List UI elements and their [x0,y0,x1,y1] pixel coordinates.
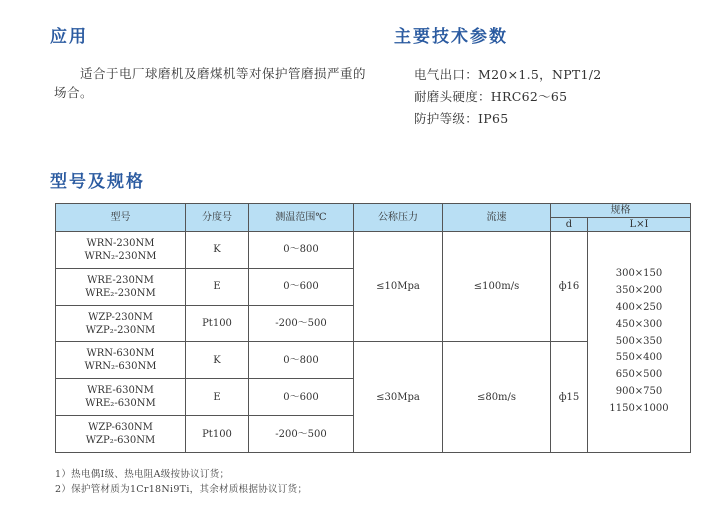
size-value: 1150×1000 [609,402,669,414]
table-row [56,232,691,269]
d-cell: ф16 [551,232,588,342]
model-name-alt: WZP₂-230NM [85,324,156,336]
grade-cell: E [186,379,249,416]
range-cell: 0～600 [249,268,354,305]
tech-param-item: 防护等级：IP65 [414,111,509,126]
pressure-cell: ≤30Mpa [354,342,443,453]
model-name-alt: WRN₂-230NM [84,250,157,262]
grade-cell: Pt100 [186,305,249,342]
model-cell [56,379,186,416]
notes [55,467,307,497]
header-velocity: 流速 [443,204,551,232]
size-value: 450×300 [615,318,663,330]
model-cell [56,305,186,342]
velocity-cell: ≤80m/s [443,342,551,453]
model-name: WRN-630NM [86,348,155,360]
grade-cell: K [186,232,249,269]
range-cell: -200～500 [249,305,354,342]
model-name-alt: WRE₂-230NM [85,287,156,299]
header-d: d [551,218,588,232]
velocity-cell: ≤100m/s [443,232,551,342]
model-name-alt: WRE₂-630NM [85,398,156,410]
header-lxl: L×I [588,218,691,232]
model-name: WZP-630NM [88,422,153,434]
model-name-alt: WRN₂-630NM [84,361,157,373]
grade-cell: Pt100 [186,416,249,453]
header-range: 测温范围℃ [249,204,354,232]
header-grade: 分度号 [186,204,249,232]
tech-param-item: 耐磨头硬度：HRC62～65 [414,89,568,104]
tech-params-title: 主要技术参数 [394,27,508,47]
tech-params-list [414,64,602,130]
model-name: WRE-230NM [87,274,154,286]
note-item: 2）保护管材质为1Cr18Ni9Ti，其余材质根据协议订货； [55,484,308,495]
size-value: 550×400 [615,352,663,364]
grade-cell: E [186,268,249,305]
model-name: WRE-630NM [87,385,154,397]
range-cell: 0～800 [249,232,354,269]
pressure-cell: ≤10Mpa [354,232,443,342]
size-value: 350×200 [615,285,663,297]
model-cell [56,416,186,453]
application-title: 应用 [50,27,88,47]
size-value: 300×150 [615,268,663,280]
model-name-alt: WZP₂-630NM [85,435,156,447]
model-cell [56,342,186,379]
model-name: WRN-230NM [86,237,155,249]
model-name: WZP-230NM [88,311,153,323]
range-cell: 0～800 [249,342,354,379]
note-item: 1）热电偶Ⅰ级、热电阻A级按协议订货； [55,469,230,480]
spec-table [55,203,691,453]
model-cell [56,232,186,269]
application-text: 适合于电厂球磨机及磨煤机等对保护管磨损严重的场合。 [54,66,367,100]
grade-cell: K [186,342,249,379]
model-cell [56,268,186,305]
header-model: 型号 [56,204,186,232]
size-value: 650×500 [615,369,663,381]
header-pressure: 公称压力 [354,204,443,232]
size-value: 400×250 [615,302,663,313]
size-value: 500×350 [615,335,663,347]
header-spec: 规格 [551,204,691,218]
sizes-cell [588,232,691,453]
size-value: 900×750 [615,385,663,397]
range-cell: 0～600 [249,379,354,416]
d-cell: ф15 [551,342,588,453]
tech-param-item: 电气出口：M20×1.5，NPT1/2 [414,67,602,82]
models-title: 型号及规格 [50,172,145,192]
range-cell: -200～500 [249,416,354,453]
